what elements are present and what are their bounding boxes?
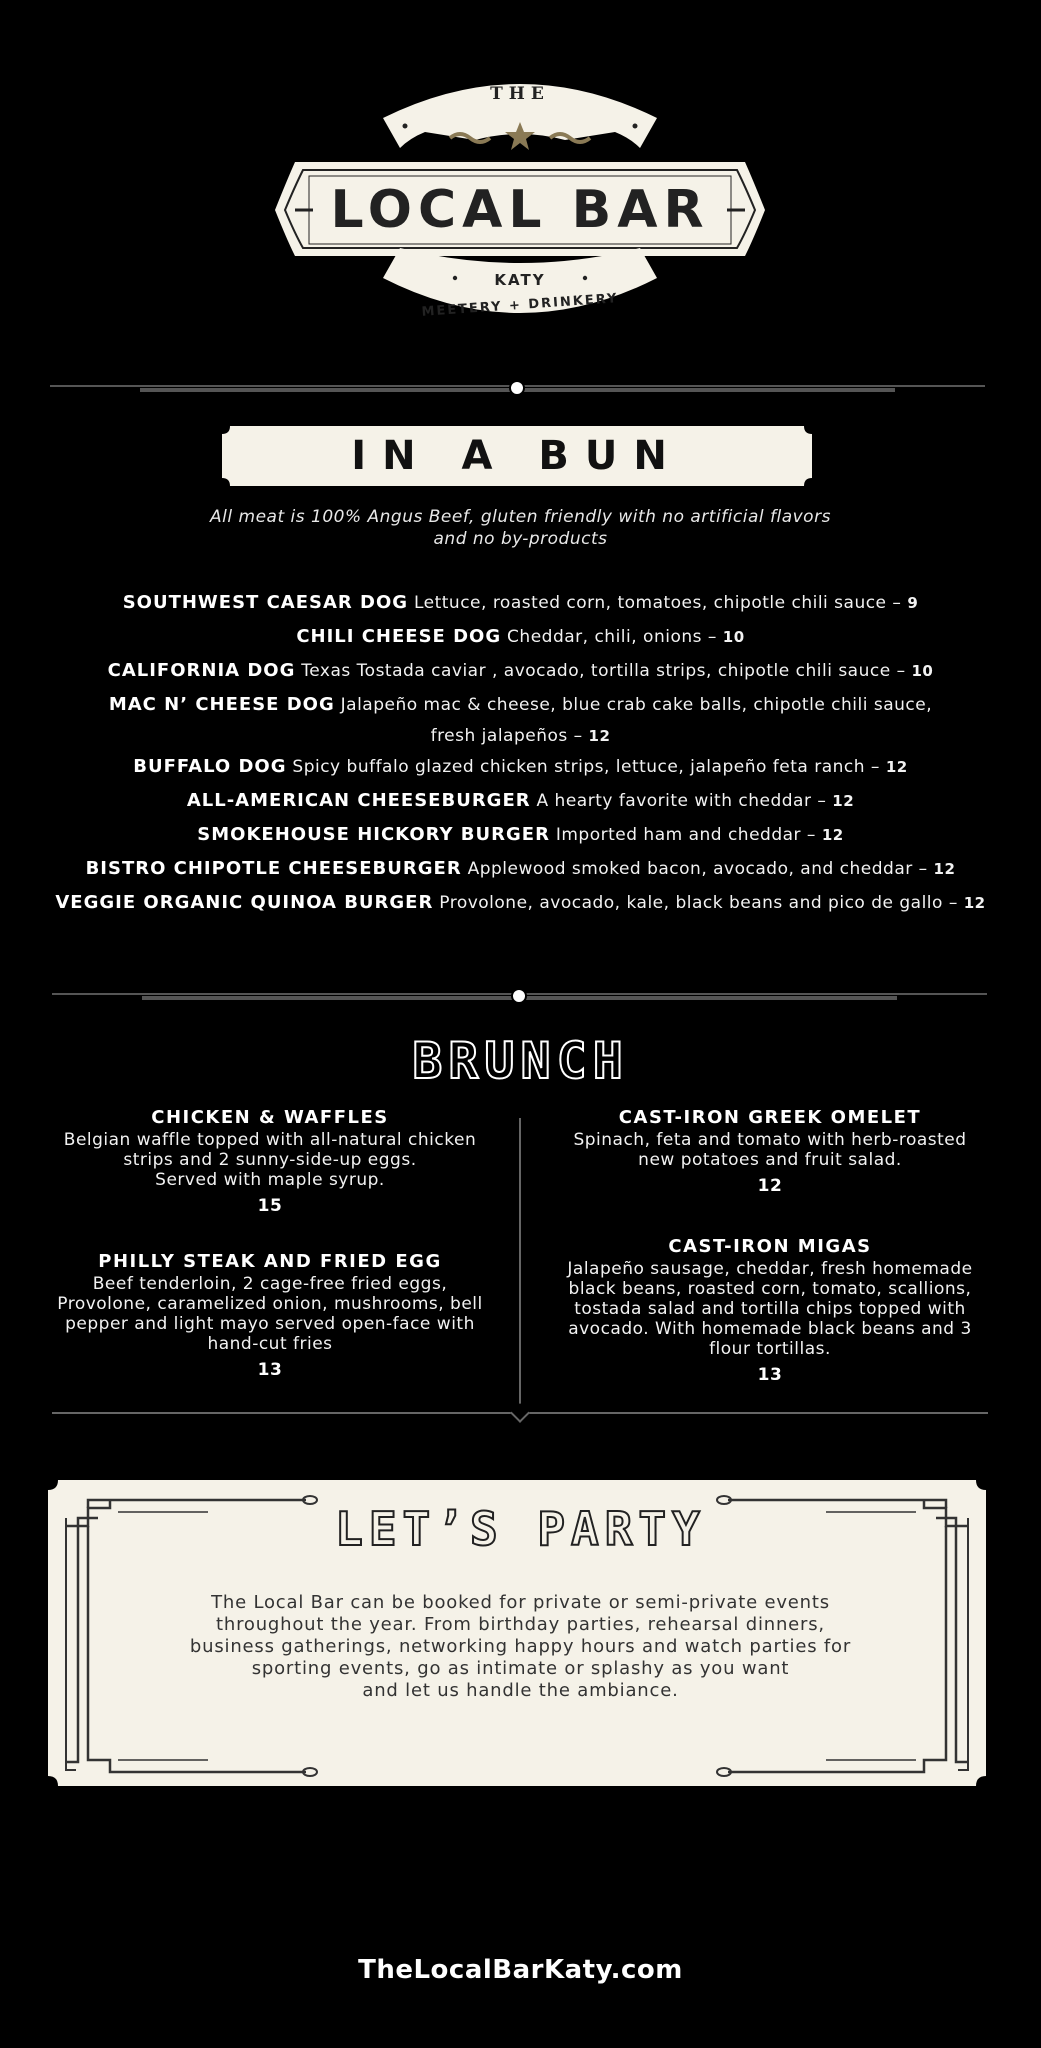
section-divider <box>52 986 987 1006</box>
menu-item <box>60 852 981 886</box>
item-desc: Provolone, avocado, kale, black beans and pico de gallo – <box>439 893 958 913</box>
item-name: SOUTHWEST CAESAR DOG <box>122 592 409 613</box>
party-line: The Local Bar can be booked for private or semi-private events <box>211 1592 830 1613</box>
item-price: 12 <box>821 826 844 844</box>
brunch-item-name: CAST-IRON GREEK OMELET <box>618 1107 922 1128</box>
item-price: 10 <box>722 628 745 646</box>
item-desc: Imported ham and cheddar – <box>555 825 816 845</box>
brunch-item-price: 13 <box>757 1365 783 1385</box>
party-line: throughout the year. From birthday parties, rehearsal dinners, <box>216 1614 825 1635</box>
item-name: MAC N’ CHEESE DOG <box>108 694 335 715</box>
website-link[interactable]: TheLocalBarKaty.com <box>358 1955 683 1985</box>
item-desc: Cheddar, chili, onions – <box>507 627 717 647</box>
brunch-item-desc: Provolone, caramelized onion, mushrooms, bell <box>57 1294 483 1314</box>
section-divider <box>50 378 985 398</box>
party-title: LET’S PARTY <box>335 1502 706 1556</box>
menu-item <box>60 688 981 750</box>
party-line: sporting events, go as intimate or splashy as you want <box>251 1658 790 1679</box>
item-price: 12 <box>933 860 956 878</box>
brunch-item-desc: hand-cut fries <box>207 1334 333 1354</box>
brunch-item-desc: Jalapeño sausage, cheddar, fresh homemade <box>567 1259 973 1279</box>
item-desc: Jalapeño mac & cheese, blue crab cake balls, chipotle chili sauce, <box>340 695 933 715</box>
brunch-item-desc: pepper and light mayo served open-face with <box>65 1314 475 1334</box>
menu-item <box>40 886 1001 920</box>
item-name: BISTRO CHIPOTLE CHEESEBURGER <box>85 858 462 879</box>
brunch-item-desc: Served with maple syrup. <box>155 1170 385 1190</box>
item-desc: Texas Tostada caviar , avocado, tortilla strips, chipotle chili sauce – <box>301 661 906 681</box>
brunch-item-desc: new potatoes and fruit salad. <box>638 1150 902 1170</box>
party-line: and let us handle the ambiance. <box>362 1680 679 1701</box>
in-a-bun-banner <box>222 426 812 486</box>
column-divider <box>519 1118 521 1414</box>
item-price: 12 <box>588 727 611 745</box>
item-price: 12 <box>885 758 908 776</box>
menu-item <box>60 784 981 818</box>
menu-item <box>60 654 981 688</box>
item-desc: Spicy buffalo glazed chicken strips, lettuce, jalapeño feta ranch – <box>292 757 880 777</box>
brunch-item-desc: tostada salad and tortilla chips topped with <box>574 1299 966 1319</box>
item-price: 10 <box>911 662 934 680</box>
logo <box>265 70 775 350</box>
item-name: ALL-AMERICAN CHEESEBURGER <box>186 790 531 811</box>
item-price: 12 <box>832 792 855 810</box>
party-line: business gatherings, networking happy hours and watch parties for <box>189 1636 852 1657</box>
brunch-item-name: CHICKEN & WAFFLES <box>151 1107 389 1128</box>
brunch-item-name: CAST-IRON MIGAS <box>668 1236 872 1257</box>
item-name: SMOKEHOUSE HICKORY BURGER <box>197 824 550 845</box>
brunch-item <box>540 1108 1000 1196</box>
bun-intro <box>150 506 891 550</box>
brunch-item-desc: strips and 2 sunny-side-up eggs. <box>123 1150 417 1170</box>
brunch-item-desc: black beans, roasted corn, tomato, scallions, <box>568 1279 972 1299</box>
logo-tagline: MEETERY + DRINKERY <box>421 291 619 320</box>
menu-item <box>60 586 981 620</box>
logo-the: THE <box>490 84 550 104</box>
brunch-title: BRUNCH <box>412 1032 629 1090</box>
brunch-item-desc: avocado. With homemade black beans and 3 <box>568 1319 972 1339</box>
rule-arrow-icon <box>510 1403 530 1423</box>
section-title: IN A BUN <box>351 433 683 479</box>
logo-location: KATY <box>494 271 546 289</box>
item-name: CALIFORNIA DOG <box>107 660 296 681</box>
item-price: 9 <box>907 594 919 612</box>
item-desc-cont: fresh jalapeños – <box>430 726 583 746</box>
brunch-item-desc: flour tortillas. <box>709 1339 831 1359</box>
item-name: BUFFALO DOG <box>133 756 287 777</box>
brunch-item-desc: Belgian waffle topped with all-natural chicken <box>63 1130 477 1150</box>
item-desc: Lettuce, roasted corn, tomatoes, chipotle chili sauce – <box>413 593 902 613</box>
item-desc: Applewood smoked bacon, avocado, and cheddar – <box>467 859 928 879</box>
menu-item <box>60 818 981 852</box>
item-name: VEGGIE ORGANIC QUINOA BURGER <box>55 892 434 913</box>
menu-item <box>60 620 981 654</box>
menu-item <box>60 750 981 784</box>
intro-line: and no by-products <box>433 529 608 549</box>
party-text <box>150 1592 891 1702</box>
brunch-item-price: 15 <box>257 1196 283 1216</box>
brunch-item-desc: Spinach, feta and tomato with herb-roasted <box>573 1130 967 1150</box>
intro-line: All meat is 100% Angus Beef, gluten friendly with no artificial flavors <box>210 507 831 527</box>
item-price: 12 <box>963 894 986 912</box>
brunch-item-price: 12 <box>757 1176 783 1196</box>
brunch-item-price: 13 <box>257 1360 283 1380</box>
brunch-item-name: PHILLY STEAK AND FRIED EGG <box>98 1251 442 1272</box>
brunch-item <box>40 1108 500 1216</box>
logo-name: LOCAL BAR <box>330 180 710 240</box>
brunch-item <box>40 1252 500 1380</box>
item-name: CHILI CHEESE DOG <box>296 626 502 647</box>
item-desc: A hearty favorite with cheddar – <box>536 791 827 811</box>
brunch-item <box>540 1237 1000 1385</box>
brunch-item-desc: Beef tenderloin, 2 cage-free fried eggs, <box>92 1274 448 1294</box>
